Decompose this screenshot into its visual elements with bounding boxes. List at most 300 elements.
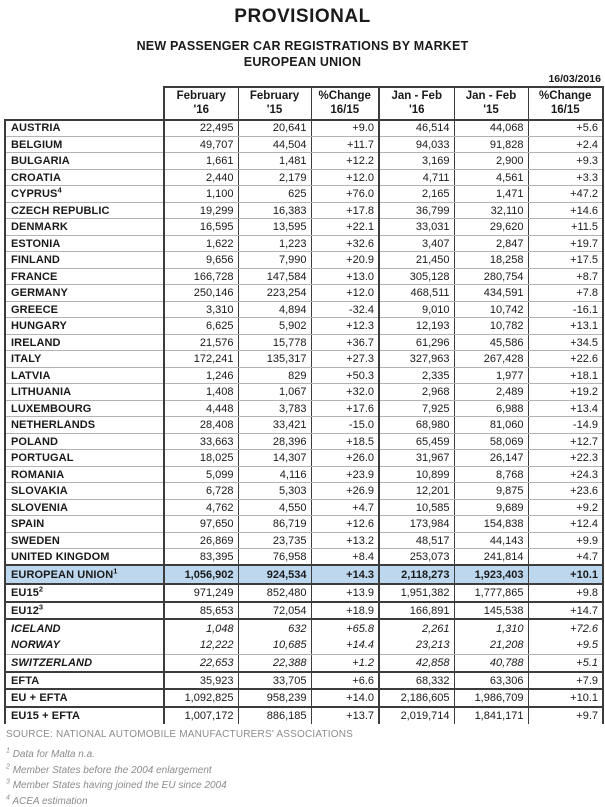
cell-pct-change-janfeb: +10.1 [528, 565, 603, 584]
row-label: SPAIN [5, 516, 164, 533]
cell-feb16: 97,650 [164, 516, 238, 533]
cell-pct-change-feb: +12.2 [311, 153, 379, 170]
cell-pct-change-janfeb: +9.5 [528, 637, 603, 655]
footnote-4 [6, 796, 605, 807]
source-line: SOURCE: NATIONAL AUTOMOBILE MANUFACTURERS' ASSOCIATIONS [6, 729, 354, 741]
cell-pct-change-feb: +22.1 [311, 219, 379, 236]
table-row-greece [5, 301, 603, 318]
row-label: NETHERLANDS [5, 417, 164, 434]
table-row-germany [5, 285, 603, 302]
cell-pct-change-feb: +27.3 [311, 351, 379, 368]
row-label: LATVIA [5, 367, 164, 384]
cell-feb16: 971,249 [164, 584, 238, 602]
cell-pct-change-feb: +36.7 [311, 334, 379, 351]
cell-pct-change-feb: +12.6 [311, 516, 379, 533]
cell-feb16: 21,576 [164, 334, 238, 351]
cell-feb16: 1,100 [164, 186, 238, 203]
cell-feb16: 49,707 [164, 136, 238, 153]
cell-pct-change-janfeb: +4.7 [528, 549, 603, 566]
cell-janfeb16: 468,511 [379, 285, 454, 302]
cell-janfeb15: 241,814 [454, 549, 528, 566]
cell-janfeb16: 23,213 [379, 637, 454, 655]
table-row-eu15-efta [5, 707, 603, 725]
cell-pct-change-feb: +1.2 [311, 654, 379, 672]
cell-janfeb15: 44,068 [454, 120, 528, 137]
row-label: ROMANIA [5, 466, 164, 483]
cell-janfeb16: 33,031 [379, 219, 454, 236]
cell-feb15: 44,504 [238, 136, 311, 153]
cell-feb16: 33,663 [164, 433, 238, 450]
table-row-united-kingdom [5, 549, 603, 566]
cell-janfeb15: 1,977 [454, 367, 528, 384]
cell-pct-change-feb: +14.0 [311, 689, 379, 707]
table-row-romania [5, 466, 603, 483]
report-date: 16/03/2016 [548, 73, 601, 85]
cell-feb15: 1,067 [238, 384, 311, 401]
footnote-text: Member States having joined the EU since 2004 [12, 780, 227, 792]
table-row-poland [5, 433, 603, 450]
cell-pct-change-janfeb: +9.9 [528, 532, 603, 549]
cell-feb15: 13,595 [238, 219, 311, 236]
cell-pct-change-janfeb: +10.1 [528, 689, 603, 707]
cell-janfeb15: 40,788 [454, 654, 528, 672]
cell-feb16: 4,762 [164, 499, 238, 516]
row-label: CZECH REPUBLIC [5, 202, 164, 219]
cell-pct-change-janfeb: +3.3 [528, 169, 603, 186]
table-row-cyprus [5, 186, 603, 203]
table-row-slovenia [5, 499, 603, 516]
cell-feb16: 1,007,172 [164, 707, 238, 725]
cell-feb15: 33,421 [238, 417, 311, 434]
cell-feb15: 76,958 [238, 549, 311, 566]
cell-pct-change-feb: +12.0 [311, 169, 379, 186]
cell-feb16: 1,092,825 [164, 689, 238, 707]
table-row-lithuania [5, 384, 603, 401]
table-row-croatia [5, 169, 603, 186]
cell-janfeb16: 68,332 [379, 672, 454, 690]
cell-pct-change-feb: +76.0 [311, 186, 379, 203]
table-row-eu-efta [5, 689, 603, 707]
cell-pct-change-feb: +11.7 [311, 136, 379, 153]
cell-feb15: 2,179 [238, 169, 311, 186]
column-header-janfeb15: Jan - Feb '15 [454, 87, 528, 120]
cell-pct-change-feb: +32.6 [311, 235, 379, 252]
cell-janfeb15: 2,847 [454, 235, 528, 252]
cell-janfeb16: 48,517 [379, 532, 454, 549]
footnote-marker: 1 [113, 566, 118, 576]
row-label: FINLAND [5, 252, 164, 269]
cell-feb16: 1,048 [164, 619, 238, 637]
cell-janfeb16: 2,118,273 [379, 565, 454, 584]
cell-feb15: 86,719 [238, 516, 311, 533]
cell-feb16: 250,146 [164, 285, 238, 302]
cell-feb15: 829 [238, 367, 311, 384]
cell-pct-change-feb: +8.4 [311, 549, 379, 566]
cell-janfeb15: 154,838 [454, 516, 528, 533]
cell-janfeb16: 2,968 [379, 384, 454, 401]
cell-feb16: 1,622 [164, 235, 238, 252]
table-row-sweden [5, 532, 603, 549]
footnote-3 [6, 780, 605, 791]
cell-feb16: 3,310 [164, 301, 238, 318]
cell-feb15: 33,705 [238, 672, 311, 690]
table-row-eu12 [5, 602, 603, 620]
row-label: PORTUGAL [5, 450, 164, 467]
table-row-latvia [5, 367, 603, 384]
cell-feb15: 14,307 [238, 450, 311, 467]
cell-pct-change-janfeb: +14.7 [528, 602, 603, 620]
cell-pct-change-janfeb: +2.4 [528, 136, 603, 153]
cell-feb16: 1,661 [164, 153, 238, 170]
table-row-luxembourg [5, 400, 603, 417]
cell-feb15: 4,894 [238, 301, 311, 318]
cell-janfeb15: 81,060 [454, 417, 528, 434]
corner-cell [5, 87, 164, 120]
cell-pct-change-janfeb: +24.3 [528, 466, 603, 483]
cell-pct-change-janfeb: +9.8 [528, 584, 603, 602]
row-label: ITALY [5, 351, 164, 368]
cell-feb16: 85,653 [164, 602, 238, 620]
cell-janfeb15: 18,258 [454, 252, 528, 269]
cell-pct-change-feb: +4.7 [311, 499, 379, 516]
column-header-pct-change-feb: %Change 16/15 [311, 87, 379, 120]
cell-janfeb16: 166,891 [379, 602, 454, 620]
cell-pct-change-janfeb: -14.9 [528, 417, 603, 434]
cell-pct-change-feb: +26.9 [311, 483, 379, 500]
cell-janfeb15: 44,143 [454, 532, 528, 549]
cell-janfeb16: 65,459 [379, 433, 454, 450]
cell-feb15: 4,550 [238, 499, 311, 516]
cell-feb15: 5,303 [238, 483, 311, 500]
cell-janfeb15: 1,777,865 [454, 584, 528, 602]
cell-feb16: 26,869 [164, 532, 238, 549]
cell-pct-change-janfeb: +23.6 [528, 483, 603, 500]
cell-janfeb15: 63,306 [454, 672, 528, 690]
row-label: $EU15^2$ [5, 584, 164, 602]
row-label: LUXEMBOURG [5, 400, 164, 417]
table-header [5, 87, 603, 120]
cell-feb16: 35,923 [164, 672, 238, 690]
cell-feb15: 223,254 [238, 285, 311, 302]
table-row-italy [5, 351, 603, 368]
row-label: IRELAND [5, 334, 164, 351]
cell-janfeb16: 68,980 [379, 417, 454, 434]
cell-janfeb15: 1,986,709 [454, 689, 528, 707]
cell-janfeb15: 9,689 [454, 499, 528, 516]
cell-pct-change-feb: +9.0 [311, 120, 379, 137]
column-header-feb15: February '15 [238, 87, 311, 120]
row-label: CYPRUS$^4$ [5, 186, 164, 203]
cell-janfeb16: 31,967 [379, 450, 454, 467]
row-label: EU15 + EFTA [5, 707, 164, 725]
cell-pct-change-feb: +12.3 [311, 318, 379, 335]
table-row-czech-republic [5, 202, 603, 219]
cell-janfeb16: 36,799 [379, 202, 454, 219]
cell-janfeb16: 2,019,714 [379, 707, 454, 725]
cell-pct-change-feb: +20.9 [311, 252, 379, 269]
cell-janfeb15: 10,782 [454, 318, 528, 335]
cell-feb16: 18,025 [164, 450, 238, 467]
cell-pct-change-feb: +18.5 [311, 433, 379, 450]
cell-pct-change-janfeb: +5.6 [528, 120, 603, 137]
footnote-text: ACEA estimation [12, 795, 88, 807]
cell-feb15: 10,685 [238, 637, 311, 655]
cell-janfeb16: 305,128 [379, 268, 454, 285]
row-label: SLOVENIA [5, 499, 164, 516]
cell-pct-change-janfeb: +9.7 [528, 707, 603, 725]
row-label: CROATIA [5, 169, 164, 186]
page-subtitle-region: EUROPEAN UNION [243, 55, 362, 69]
cell-janfeb16: 1,951,382 [379, 584, 454, 602]
cell-janfeb16: 327,963 [379, 351, 454, 368]
footnote-sup: 4 [6, 794, 10, 802]
cell-pct-change-janfeb: +17.5 [528, 252, 603, 269]
cell-pct-change-janfeb: +5.1 [528, 654, 603, 672]
cell-janfeb15: 8,768 [454, 466, 528, 483]
cell-janfeb15: 2,900 [454, 153, 528, 170]
cell-janfeb15: 6,988 [454, 400, 528, 417]
cell-janfeb15: 280,754 [454, 268, 528, 285]
cell-feb16: 22,653 [164, 654, 238, 672]
cell-feb16: 22,495 [164, 120, 238, 137]
row-label: $EU12^3$ [5, 602, 164, 620]
cell-janfeb15: 45,586 [454, 334, 528, 351]
cell-feb15: 147,584 [238, 268, 311, 285]
cell-pct-change-janfeb: +13.1 [528, 318, 603, 335]
table-row-bulgaria [5, 153, 603, 170]
cell-feb16: 6,625 [164, 318, 238, 335]
cell-janfeb15: 4,561 [454, 169, 528, 186]
cell-feb15: 20,641 [238, 120, 311, 137]
footnote-text: Data for Malta n.a. [12, 749, 95, 761]
cell-janfeb15: 434,591 [454, 285, 528, 302]
row-label: HUNGARY [5, 318, 164, 335]
table-row-european-union [5, 565, 603, 584]
cell-feb16: 28,408 [164, 417, 238, 434]
cell-pct-change-janfeb: -16.1 [528, 301, 603, 318]
table-row-france [5, 268, 603, 285]
cell-janfeb16: 46,514 [379, 120, 454, 137]
footnotes [6, 749, 605, 807]
cell-pct-change-feb: +17.6 [311, 400, 379, 417]
cell-pct-change-feb: +13.0 [311, 268, 379, 285]
table-row-hungary [5, 318, 603, 335]
page-title: PROVISIONAL [234, 6, 371, 27]
cell-feb15: 22,388 [238, 654, 311, 672]
row-label: POLAND [5, 433, 164, 450]
table-row-switzerland [5, 654, 603, 672]
row-label: EUROPEAN UNION$^1$ [5, 565, 164, 584]
cell-feb15: 958,239 [238, 689, 311, 707]
cell-pct-change-janfeb: +8.7 [528, 268, 603, 285]
cell-feb15: 924,534 [238, 565, 311, 584]
row-label: DENMARK [5, 219, 164, 236]
cell-janfeb15: 1,923,403 [454, 565, 528, 584]
row-label: UNITED KINGDOM [5, 549, 164, 566]
cell-pct-change-janfeb: +47.2 [528, 186, 603, 203]
cell-feb15: 852,480 [238, 584, 311, 602]
cell-feb15: 3,783 [238, 400, 311, 417]
cell-feb15: 625 [238, 186, 311, 203]
cell-pct-change-janfeb: +22.3 [528, 450, 603, 467]
cell-janfeb16: 42,858 [379, 654, 454, 672]
cell-feb15: 632 [238, 619, 311, 637]
page-subtitle: NEW PASSENGER CAR REGISTRATIONS BY MARKET [136, 39, 469, 53]
row-label: BELGIUM [5, 136, 164, 153]
cell-pct-change-janfeb: +7.8 [528, 285, 603, 302]
cell-janfeb16: 2,261 [379, 619, 454, 637]
cell-pct-change-janfeb: +19.2 [528, 384, 603, 401]
cell-pct-change-feb: +23.9 [311, 466, 379, 483]
cell-janfeb15: 1,471 [454, 186, 528, 203]
cell-janfeb15: 267,428 [454, 351, 528, 368]
table-row-finland [5, 252, 603, 269]
table-row-portugal [5, 450, 603, 467]
cell-janfeb16: 253,073 [379, 549, 454, 566]
cell-janfeb16: 2,165 [379, 186, 454, 203]
cell-janfeb16: 173,984 [379, 516, 454, 533]
cell-feb16: 172,241 [164, 351, 238, 368]
cell-pct-change-feb: +26.0 [311, 450, 379, 467]
table-row-ireland [5, 334, 603, 351]
cell-pct-change-feb: +12.0 [311, 285, 379, 302]
cell-janfeb16: 3,407 [379, 235, 454, 252]
footnote-sup: 2 [6, 763, 10, 771]
table-row-slovakia [5, 483, 603, 500]
table-row-spain [5, 516, 603, 533]
row-label: GREECE [5, 301, 164, 318]
cell-pct-change-janfeb: +18.1 [528, 367, 603, 384]
footnote-sup: 3 [6, 778, 10, 786]
cell-pct-change-janfeb: +12.4 [528, 516, 603, 533]
cell-pct-change-feb: +13.2 [311, 532, 379, 549]
cell-pct-change-feb: +65.8 [311, 619, 379, 637]
cell-feb16: 83,395 [164, 549, 238, 566]
cell-janfeb16: 21,450 [379, 252, 454, 269]
cell-pct-change-feb: +6.6 [311, 672, 379, 690]
footnote-marker: 4 [57, 185, 62, 195]
table-row-austria [5, 120, 603, 137]
row-label: NORWAY [5, 637, 164, 655]
cell-janfeb16: 94,033 [379, 136, 454, 153]
cell-janfeb15: 58,069 [454, 433, 528, 450]
cell-feb15: 28,396 [238, 433, 311, 450]
row-label: SWITZERLAND [5, 654, 164, 672]
cell-pct-change-janfeb: +9.3 [528, 153, 603, 170]
cell-pct-change-feb: +14.4 [311, 637, 379, 655]
cell-janfeb15: 1,310 [454, 619, 528, 637]
cell-feb16: 1,246 [164, 367, 238, 384]
cell-janfeb15: 10,742 [454, 301, 528, 318]
cell-pct-change-feb: -15.0 [311, 417, 379, 434]
cell-pct-change-janfeb: +12.7 [528, 433, 603, 450]
cell-janfeb15: 21,208 [454, 637, 528, 655]
cell-pct-change-janfeb: +13.4 [528, 400, 603, 417]
row-label: LITHUANIA [5, 384, 164, 401]
cell-feb15: 16,383 [238, 202, 311, 219]
footnote-marker: 3 [38, 601, 44, 611]
cell-pct-change-feb: +32.0 [311, 384, 379, 401]
cell-janfeb16: 61,296 [379, 334, 454, 351]
cell-janfeb16: 2,335 [379, 367, 454, 384]
table-row-netherlands [5, 417, 603, 434]
row-label: BULGARIA [5, 153, 164, 170]
column-header-pct-change-janfeb: %Change 16/15 [528, 87, 603, 120]
cell-feb15: 135,317 [238, 351, 311, 368]
cell-feb15: 1,223 [238, 235, 311, 252]
cell-pct-change-feb: +14.3 [311, 565, 379, 584]
cell-feb15: 5,902 [238, 318, 311, 335]
cell-pct-change-feb: +18.9 [311, 602, 379, 620]
cell-janfeb15: 2,489 [454, 384, 528, 401]
cell-feb15: 15,778 [238, 334, 311, 351]
row-label: EFTA [5, 672, 164, 690]
cell-janfeb16: 3,169 [379, 153, 454, 170]
cell-pct-change-janfeb: +14.6 [528, 202, 603, 219]
cell-pct-change-janfeb: +19.7 [528, 235, 603, 252]
cell-feb16: 6,728 [164, 483, 238, 500]
row-label: EU + EFTA [5, 689, 164, 707]
footnote-1 [6, 749, 605, 760]
table-body [5, 120, 603, 725]
cell-feb16: 5,099 [164, 466, 238, 483]
footnote-text: Member States before the 2004 enlargement [12, 764, 212, 776]
cell-feb15: 72,054 [238, 602, 311, 620]
cell-feb16: 1,056,902 [164, 565, 238, 584]
table-row-norway [5, 637, 603, 655]
cell-pct-change-janfeb: +7.9 [528, 672, 603, 690]
cell-pct-change-feb: +50.3 [311, 367, 379, 384]
cell-pct-change-feb: -32.4 [311, 301, 379, 318]
cell-feb16: 2,440 [164, 169, 238, 186]
cell-janfeb16: 4,711 [379, 169, 454, 186]
cell-pct-change-janfeb: +11.5 [528, 219, 603, 236]
cell-janfeb16: 9,010 [379, 301, 454, 318]
cell-pct-change-janfeb: +34.5 [528, 334, 603, 351]
cell-janfeb16: 7,925 [379, 400, 454, 417]
cell-feb15: 7,990 [238, 252, 311, 269]
cell-janfeb15: 145,538 [454, 602, 528, 620]
column-header-janfeb16: Jan - Feb '16 [379, 87, 454, 120]
cell-pct-change-janfeb: +9.2 [528, 499, 603, 516]
registrations-table [4, 86, 604, 724]
row-label: GERMANY [5, 285, 164, 302]
row-label: ICELAND [5, 619, 164, 637]
row-label: AUSTRIA [5, 120, 164, 137]
row-label: SWEDEN [5, 532, 164, 549]
cell-pct-change-janfeb: +72.6 [528, 619, 603, 637]
table-row-efta [5, 672, 603, 690]
row-label: ESTONIA [5, 235, 164, 252]
cell-janfeb15: 32,110 [454, 202, 528, 219]
cell-janfeb16: 12,201 [379, 483, 454, 500]
cell-janfeb15: 29,620 [454, 219, 528, 236]
cell-janfeb15: 1,841,171 [454, 707, 528, 725]
table-row-denmark [5, 219, 603, 236]
cell-feb16: 19,299 [164, 202, 238, 219]
cell-feb15: 886,185 [238, 707, 311, 725]
cell-feb16: 166,728 [164, 268, 238, 285]
cell-pct-change-janfeb: +22.6 [528, 351, 603, 368]
table-row-iceland [5, 619, 603, 637]
cell-janfeb16: 12,193 [379, 318, 454, 335]
cell-janfeb15: 91,828 [454, 136, 528, 153]
cell-janfeb16: 10,899 [379, 466, 454, 483]
cell-feb16: 16,595 [164, 219, 238, 236]
table-row-eu15 [5, 584, 603, 602]
row-label: SLOVAKIA [5, 483, 164, 500]
row-label: FRANCE [5, 268, 164, 285]
